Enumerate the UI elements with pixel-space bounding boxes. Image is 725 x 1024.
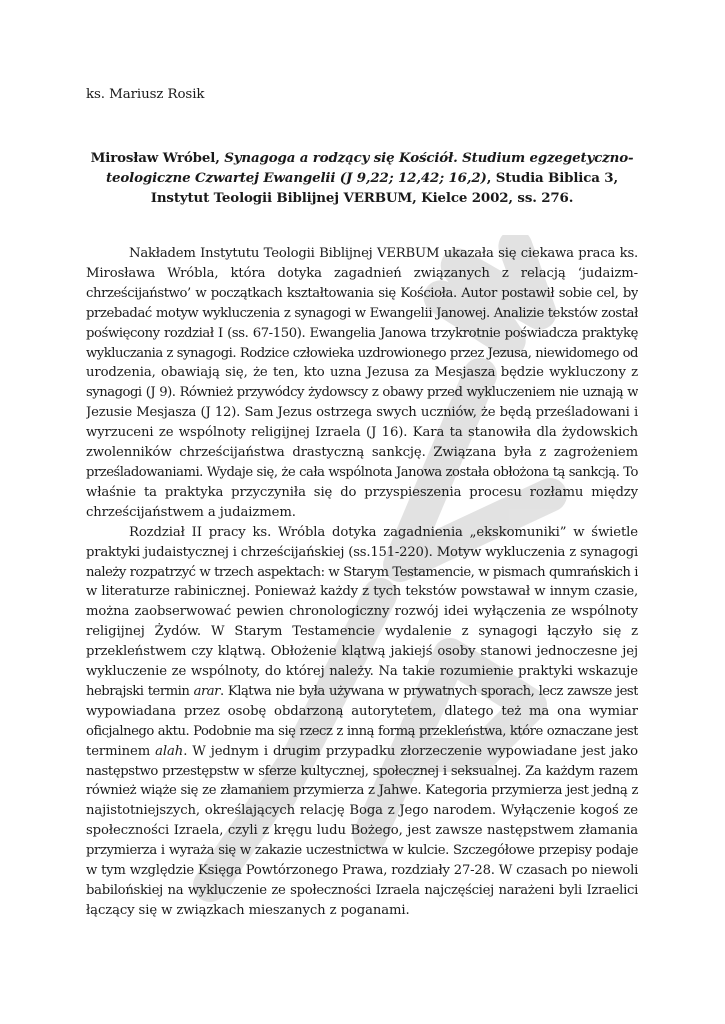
text-line: przebadać motyw wykluczenia z synagogi w Ewangelii Janowej. Analizie tekstów został [86,305,638,321]
text-line: poświęcony rozdział I (ss. 67-150). Ewangelia Janowa trzykrotnie poświadcza praktykę [86,325,638,341]
text-line: właśnie ta praktyka przyczyniła się do przyspieszenia procesu rozłamu między [86,484,638,500]
text-line: urodzenia, obawiają się, że ten, kto uzna Jezusa za Mesjasza będzie wykluczony z [86,365,638,381]
text-line: terminem alah. W jednym i drugim przypadku złorzeczenie wypowiadane jest jako [86,743,638,759]
text-line: Mirosława Wróbla, która dotyka zagadnień związanych z relacją ‘judaizm- [86,265,638,281]
text-line: chrześcijaństwo’ w początkach kształtowania się Kościoła. Autor postawił sobie cel, by [86,285,638,301]
italic-term: alah [155,743,184,759]
text-line: wykluczenie ze wspólnoty, do której należy. Na takie rozumienie praktyki wskazuje [86,664,638,680]
text-line: praktyki judaistycznej i chrześcijańskiej (ss.151-220). Motyw wykluczenia z synagogi [86,544,638,560]
text-line: synagogi (J 9). Również przywódcy żydowscy z obawy przed wykluczeniem nie uznają w [86,385,638,401]
text-line: w literaturze rabinicznej. Ponieważ każdy z tych tekstów powstawał w innym czasie, [86,584,638,600]
text-line: w tym względzie Księga Powtórzonego Prawa, rozdziały 27-28. W czasach po niewoli [86,863,638,879]
text-line: hebrajski termin arar. Klątwa nie była używana w prywatnych sporach, lecz zawsze jest [86,683,638,699]
text-line: wypowiadana przez osobę obdarzoną autorytetem, dlatego też ma ona wymiar [86,703,638,719]
paragraph-1 [86,244,638,523]
text-line: najistotniejszych, określających relację Boga z Jego narodem. Wyłączenie kogoś ze [86,803,638,819]
text-line: Nakładem Instytutu Teologii Biblijnej VERBUM ukazała się ciekawa praca ks. [129,246,638,261]
text-line: można zaobserwować pewien chronologiczny rozwój idei wyłączenia ze wspólnoty [86,604,638,620]
text-line: wyrzuceni ze wspólnoty religijnej Izraela (J 16). Kara ta stanowiła dla żydowskich [86,425,638,441]
book-citation-heading [86,148,638,208]
italic-term: arar [193,683,220,699]
text-line: łączący się w związkach mieszanych z poganami. [86,902,410,918]
heading-line-3: Instytut Teologii Biblijnej VERBUM, Kielce 2002, ss. 276. [150,190,574,206]
text-line: wykluczania z synagogi. Rodzice człowieka uzdrowionego przez Jezusa, niewidomego od [86,345,638,361]
text-line: przekleństwem czy klątwą. Obłożenie klątwą jakiejś osoby stanowi jednoczesne jej [86,644,638,660]
text-line: Rozdział II pracy ks. Wróbla dotyka zagadnienia „ekskomuniki” w świetle [129,524,638,540]
heading-line-1: Mirosław Wróbel, Synagoga a rodzący się Kościół. Studium egzegetyczno- [90,150,634,166]
text-line: religijnej Żydów. W Starym Testamencie wydalenie z synagogi łączyło się z [86,624,638,640]
text-line: należy rozpatrzyć w trzech aspektach: w Starym Testamencie, w pismach qumrańskich i [86,564,638,580]
text-line: również wiąże się ze złamaniem przymierza z Jahwe. Kategoria przymierza jest jedną z [86,783,638,799]
heading-line-2: teologiczne Czwartej Ewangelii (J 9,22; 12,42; 16,2), Studia Biblica 3, [106,170,618,186]
reviewer-name: ks. Mariusz Rosik [86,87,205,102]
review-body [86,244,638,921]
text-line: babilońskiej na wykluczenie ze społeczności Izraela najczęściej narażeni byli Izraelici [86,883,638,898]
text-line: Jezusie Mesjasza (J 12). Sam Jezus ostrzega swych uczniów, że będą prześladowani i [86,405,638,421]
text-line: chrześcijaństwem a judaizmem. [86,504,296,520]
text-line: prześladowaniami. Wydaje się, że cała wspólnota Janowa została obłożona tą sankcją. To [86,464,638,480]
text-line: oficjalnego aktu. Podobnie ma się rzecz z inną formą przekleństwa, które oznaczane jest [86,723,638,739]
text-line: społeczności Izraela, czyli z kręgu ludu Bożego, jest zawsze następstwem złamania [86,823,638,839]
text-line: następstwo przestępstw w sferze kultycznej, społecznej i seksualnej. Za każdym razem [86,763,638,779]
paragraph-2 [86,523,638,921]
text-line: przymierza i wyraża się w zakazie uczestnictwa w kulcie. Szczegółowe przepisy podaje [86,843,638,859]
text-line: zwolenników chrześcijaństwa drastyczną sankcję. Związana była z zagrożeniem [86,445,638,461]
